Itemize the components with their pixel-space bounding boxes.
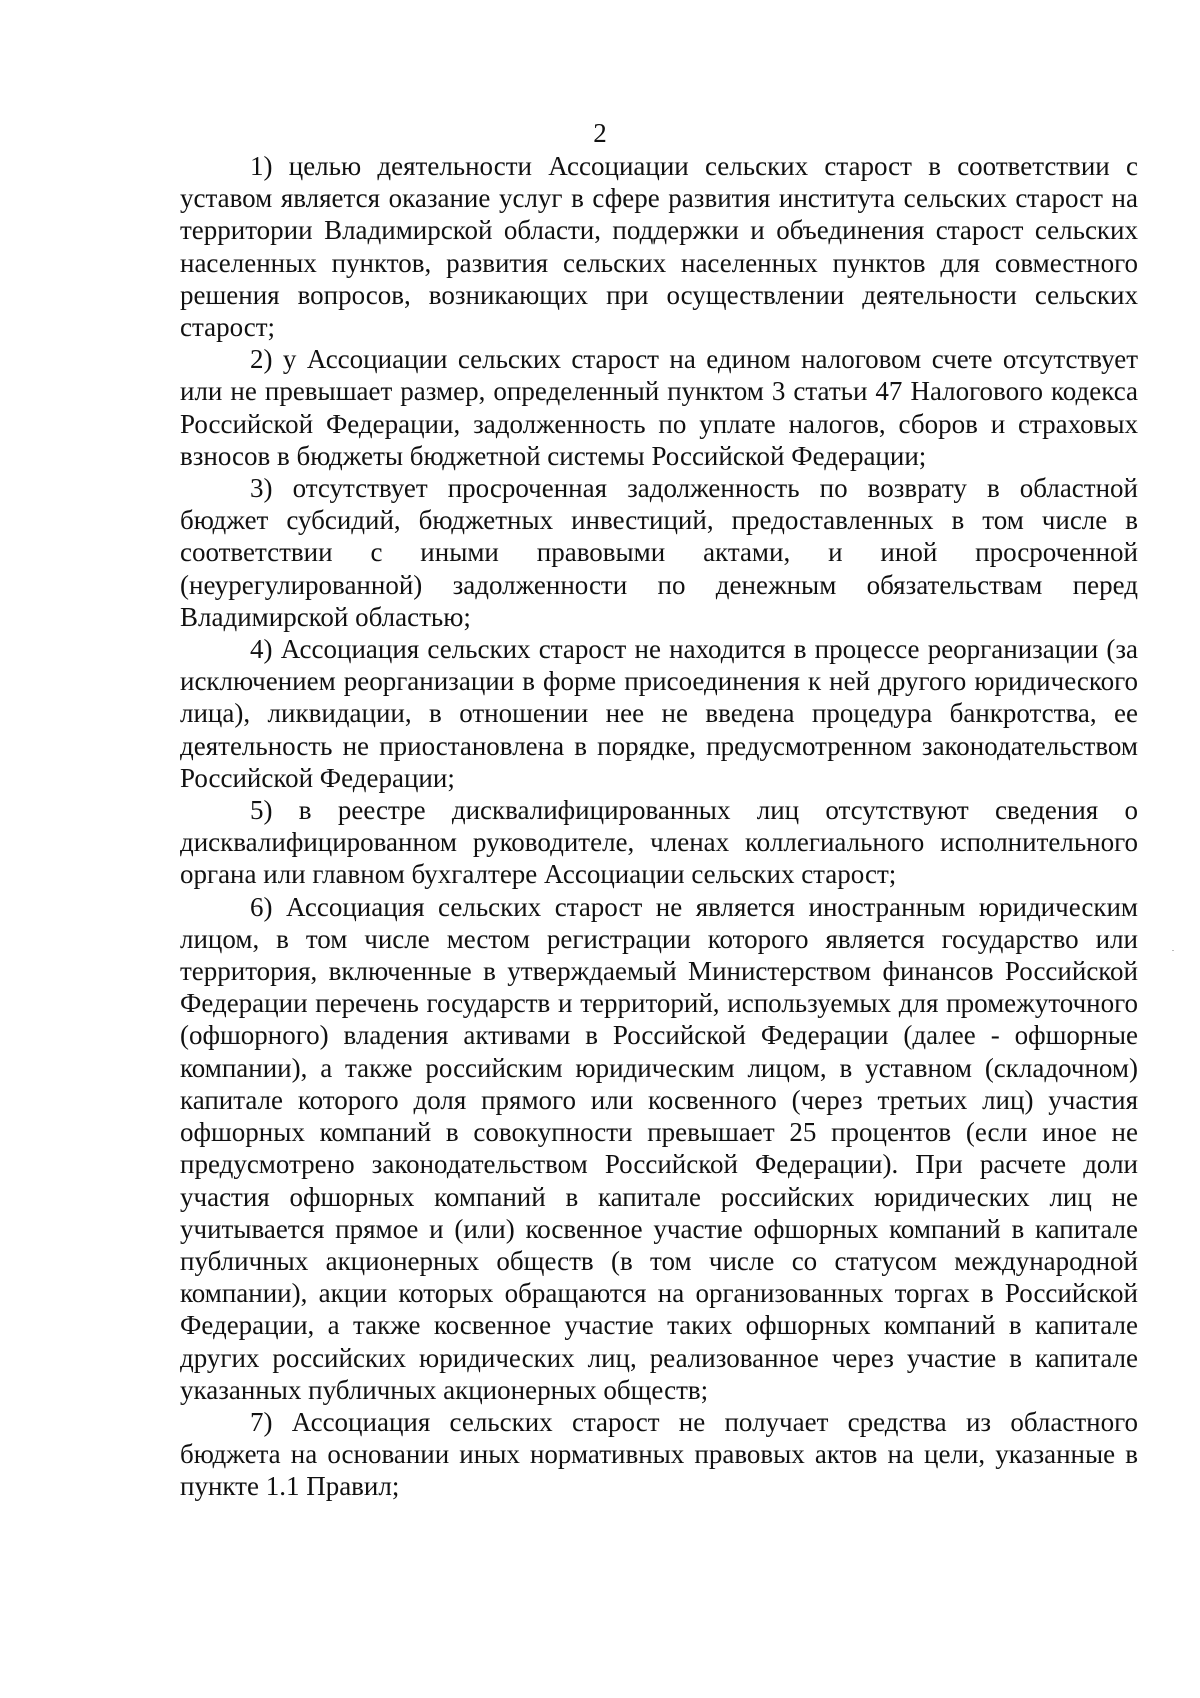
list-item-5: 5) в реестре дисквалифицированных лиц отсутствуют сведения о дисквалифицированном руководителе, членах коллегиального исполнительного органа или главном бухгалтере Ассоциации сельских старост; [180, 795, 1138, 890]
scan-artifact [1172, 950, 1174, 951]
list-item-1: 1) целью деятельности Ассоциации сельских старост в соответствии с уставом является оказание услуг в сфере развития института сельских старост на территории Владимирской области, поддержки и объединения старост сельских населенных пунктов, развития сельских населенных пунктов для совместного решения вопросов, возникающих при осуществлении деятельности сельских старост; [180, 151, 1138, 343]
list-item-4: 4) Ассоциация сельских старост не находится в процессе реорганизации (за исключением реорганизации в форме присоединения к ней другого юридического лица), ликвидации, в отношении нее не введена процедура банкротства, ее деятельность не приостановлена в порядке, предусмотренном законодательством Российской Федерации; [180, 634, 1138, 793]
list-item-7: 7) Ассоциация сельских старост не получает средства из областного бюджета на основании иных нормативных правовых актов на цели, указанные в пункте 1.1 Правил; [180, 1406, 1138, 1502]
page-number: 2 [593, 118, 607, 148]
list-item-6: 6) Ассоциация сельских старост не является иностранным юридическим лицом, в том числе местом регистрации которого является государство или территория, включенные в утверждаемый Министерством финансов Российской Федерации перечень государств и территорий, используемых для промежуточного (офшорного) владения активами в Российской Федерации (далее - офшорные компании), а также российским юридическим лицом, в уставном (складочном) капитале которого доля прямого или косвенного (через третьих лиц) участия офшорных компаний в совокупности превышает 25 процентов (если иное не предусмотрено законодательством Российской Федерации). При расчете доли участия офшорных компаний в капитале российских юридических лиц не учитывается прямое и (или) косвенное участие офшорных компаний в капитале публичных акционерных обществ (в том числе со статусом международной компании), акции которых обращаются на организованных торгах в Российской Федерации, а также косвенное участие таких офшорных компаний в капитале других российских юридических лиц, реализованное через участие в капитале указанных публичных акционерных обществ; [180, 891, 1138, 1405]
list-item-2: 2) у Ассоциации сельских старост на едином налоговом счете отсутствует или не превышает размер, определенный пунктом 3 статьи 47 Налогового кодекса Российской Федерации, задолженность по уплате налогов, сборов и страховых взносов в бюджеты бюджетной системы Российской Федерации; [180, 344, 1138, 471]
document-body [180, 150, 1138, 1503]
list-item-3: 3) отсутствует просроченная задолженность по возврату в областной бюджет субсидий, бюджетных инвестиций, предоставленных в том числе в соответствии с иными правовыми актами, и иной просроченной (неурегулированной) задолженности по денежным обязательствам перед Владимирской областью; [180, 473, 1138, 632]
